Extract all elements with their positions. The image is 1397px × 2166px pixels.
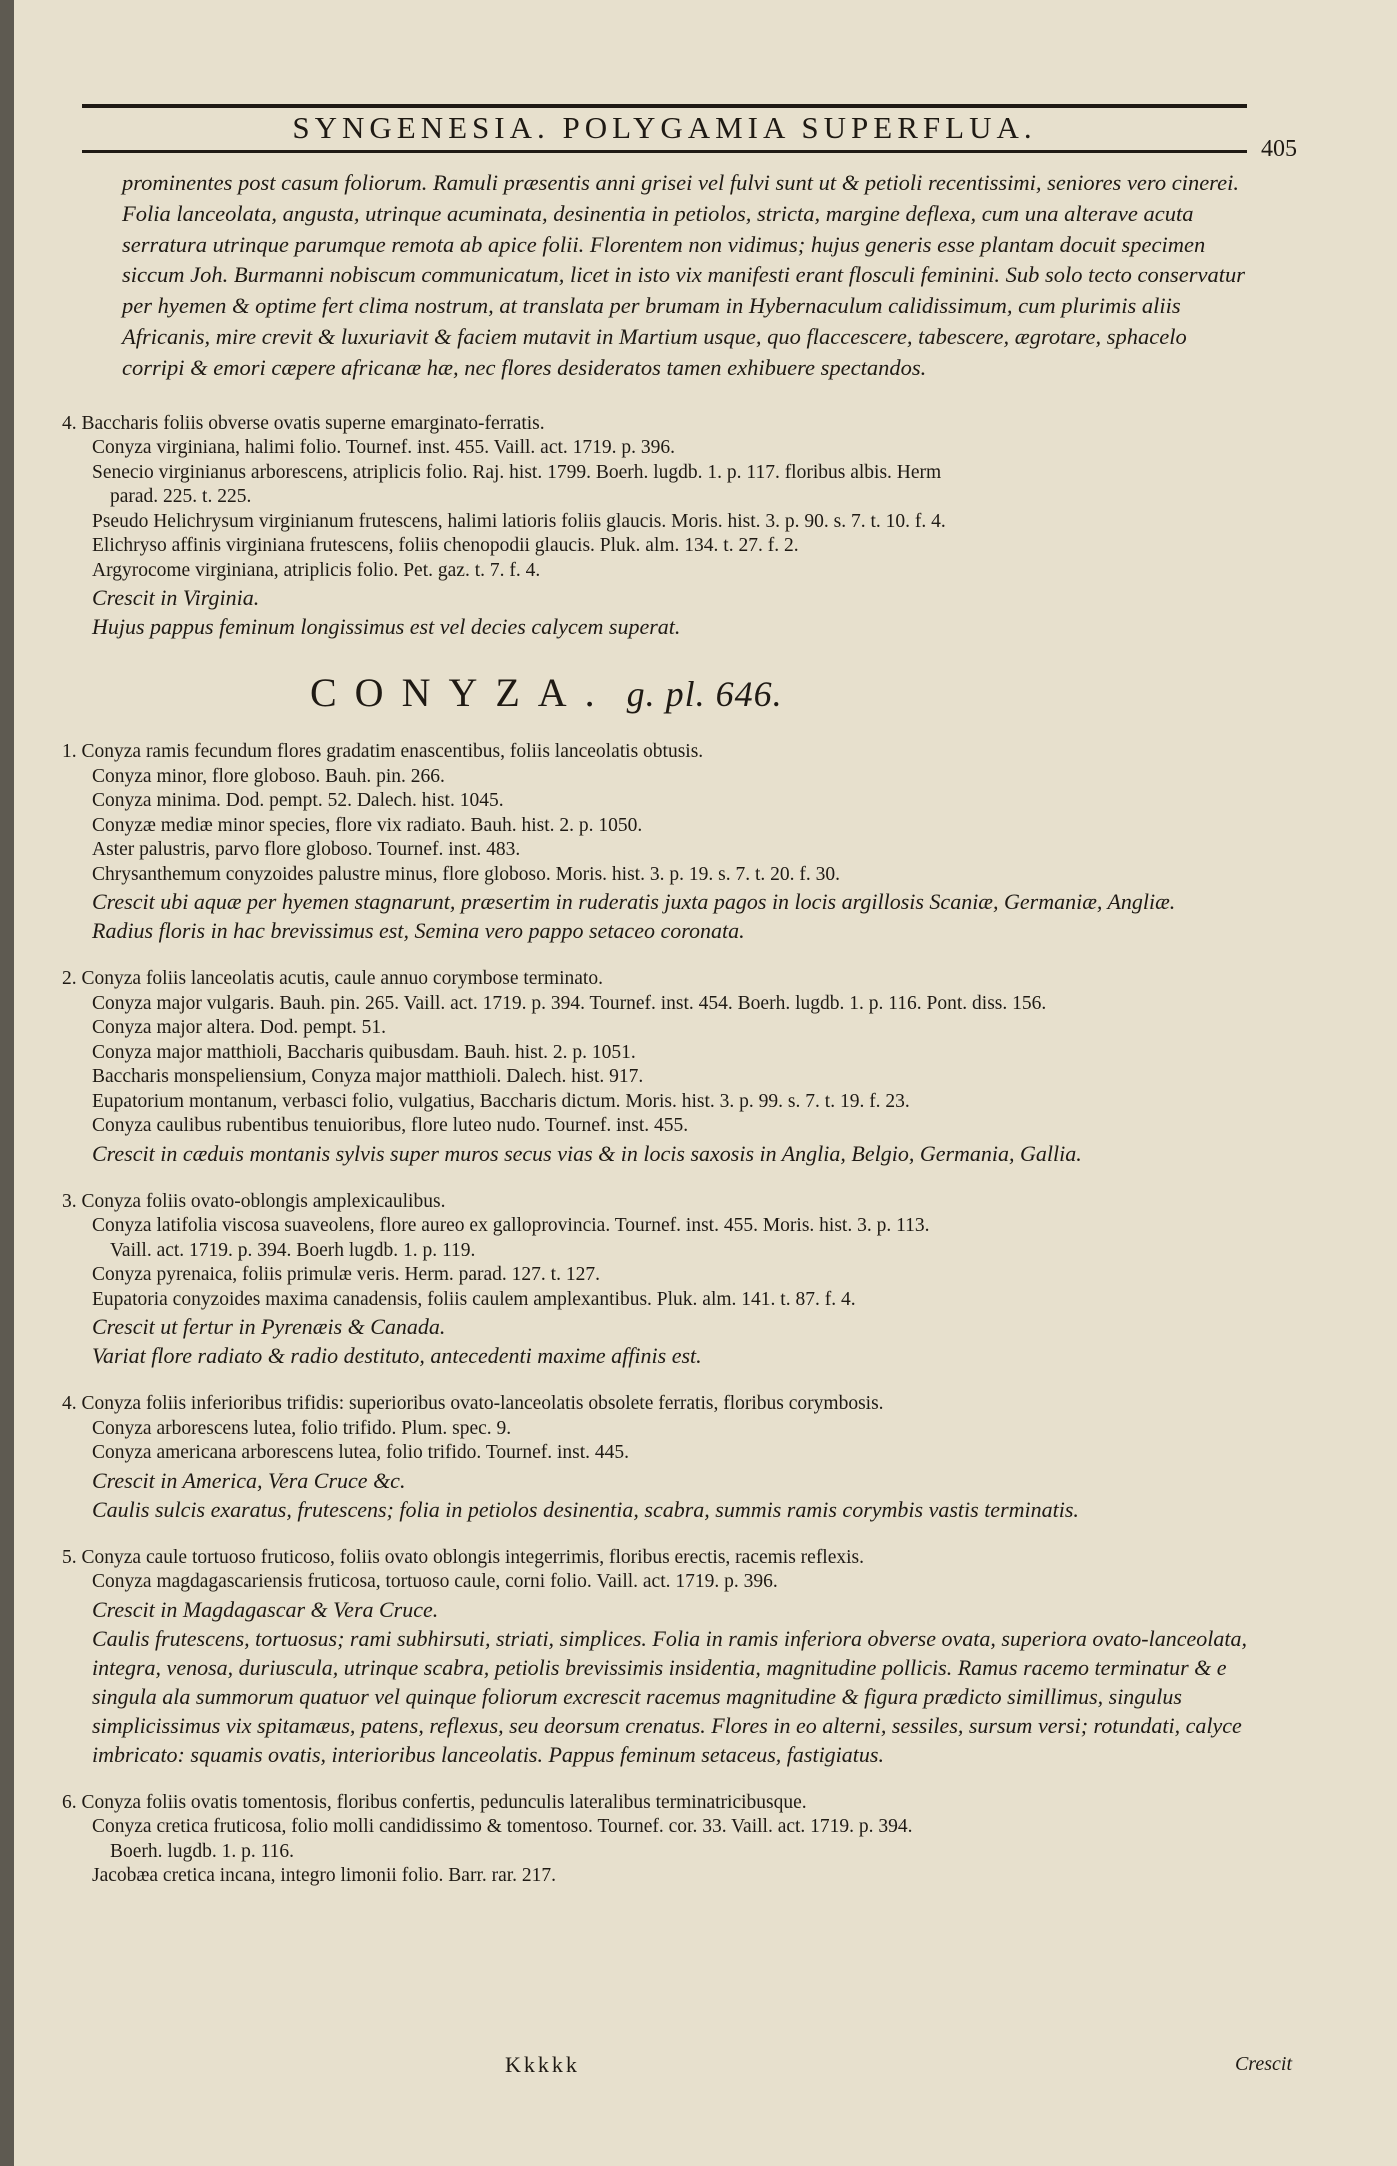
synonym-line: Conyza minor, flore globoso. Bauh. pin. 266. xyxy=(92,765,445,787)
conyza-entry-5 xyxy=(62,1546,1247,1769)
entry-heading: 3. Conyza foliis ovato-oblongis amplexicaulibus. xyxy=(62,1190,446,1212)
signature-mark: Kkkkk xyxy=(505,2052,580,2077)
synonym-line: Pseudo Helichrysum virginianum frutescens, halimi latioris foliis glaucis. Moris. hist. 3. p. 90. s. 7. t. 10. f. 4. xyxy=(92,510,946,532)
note-line: Variat flore radiato & radio destituto, antecedenti maxime affinis est. xyxy=(92,1343,702,1369)
synonym-line: Jacobæa cretica incana, integro limonii folio. Barr. rar. 217. xyxy=(92,1865,557,1887)
synonym-line: Conyza magdagascariensis fruticosa, tortuoso caule, corni folio. Vaill. act. 1719. p. 396. xyxy=(92,1571,778,1593)
synonym-line: Conyza arborescens lutea, folio trifido. Plum. spec. 9. xyxy=(92,1417,512,1439)
catchword: Crescit xyxy=(1234,2053,1292,2075)
synonym-line: Chrysanthemum conyzoides palustre minus, flore globoso. Moris. hist. 3. p. 19. s. 7. t. 20. f. 30. xyxy=(92,863,840,885)
synonym-line: Eupatorium montanum, verbasci folio, vulgatius, Baccharis dictum. Moris. hist. 3. p. 99. s. 7. t. 19. f. 23. xyxy=(92,1090,910,1112)
entry-heading: 2. Conyza foliis lanceolatis acutis, caule annuo corymbose terminato. xyxy=(62,968,603,990)
synonym-line: Conyza americana arborescens lutea, folio trifido. Tournef. inst. 445. xyxy=(92,1442,630,1464)
genus-name: CONYZA. xyxy=(310,670,613,716)
conyza-entry-2 xyxy=(62,967,1247,1168)
synonym-line: Argyrocome virginiana, atriplicis folio. Pet. gaz. t. 7. f. 4. xyxy=(92,559,541,581)
synonym-line: Conyza minima. Dod. pempt. 52. Dalech. hist. 1045. xyxy=(92,790,504,812)
synonym-line: Baccharis monspeliensium, Conyza major matthioli. Dalech. hist. 917. xyxy=(92,1066,644,1088)
synonym-line: Conyza latifolia viscosa suaveolens, flore aureo ex galloprovincia. Tournef. inst. 455. Moris. hist. 3. p. 113. xyxy=(92,1215,930,1237)
habitat-line: Crescit in Virginia. xyxy=(92,585,260,611)
entry-heading: 4. Baccharis foliis obverse ovatis superne emarginato-ferratis. xyxy=(62,412,545,434)
note-line: Hujus pappus feminum longissimus est vel decies calycem superat. xyxy=(92,614,681,640)
synonym-line: Conyza virginiana, halimi folio. Tournef. inst. 455. Vaill. act. 1719. p. 396. xyxy=(92,437,676,459)
synonym-line: Conyza caulibus rubentibus tenuioribus, flore luteo nudo. Tournef. inst. 455. xyxy=(92,1115,689,1137)
synonym-line: Conyza major matthioli, Baccharis quibusdam. Bauh. hist. 2. p. 1051. xyxy=(92,1041,636,1063)
synonym-line: Boerh. lugdb. 1. p. 116. xyxy=(110,1840,294,1862)
habitat-line: Crescit in cæduis montanis sylvis super muros secus vias & in locis saxosis in Anglia, Belgio, Germania, Gallia. xyxy=(92,1140,1082,1166)
synonym-line: Aster palustris, parvo flore globoso. Tournef. inst. 483. xyxy=(92,839,521,861)
entry-heading: 5. Conyza caule tortuoso fruticoso, foliis ovato oblongis integerrimis, floribus erectis, racemis reflexis. xyxy=(62,1546,865,1568)
running-header xyxy=(82,88,1297,168)
running-title: SYNGENESIA. POLYGAMIA SUPERFLUA. xyxy=(292,110,1037,145)
header-rule-top xyxy=(82,104,1247,108)
page-gutter-edge xyxy=(0,0,14,2166)
habitat-line: Crescit ut fertur in Pyrenæis & Canada. xyxy=(92,1314,446,1340)
genus-heading xyxy=(310,669,1247,716)
note-line: Caulis frutescens, tortuosus; rami subhirsuti, striati, simplices. Folia in ramis inferiora obverse ovata, superiora ovato-lanceolata, integra, venosa, duriuscula, utrinque scabra, petiolis brevissimis insidentia, magnitudine pollicis. Ramus racemo terminatur & e singula ala summorum quatuor vel quinque foliorum excrescit racemus magnitudine & figura prædicto simillimus, singulus simplicissimus vix spitamæus, patens, reflexus, seu deorsum crenatus. Flores in eo alterni, sessiles, sursum versi; rotundati, calyce imbricato: squamis ovatis, interioribus lanceolatis. Pappus feminum setaceus, fastigiatus. xyxy=(92,1625,1247,1767)
baccharis-entry xyxy=(62,412,1247,642)
entry-heading: 6. Conyza foliis ovatis tomentosis, floribus confertis, pedunculis lateralibus terminatricibusque. xyxy=(62,1791,807,1813)
habitat-line: Crescit ubi aquæ per hyemen stagnarunt, præsertim in ruderatis juxta pagos in locis argillosis Scaniæ, Germaniæ, Angliæ. xyxy=(92,889,1176,915)
synonym-line: Senecio virginianus arborescens, atriplicis folio. Raj. hist. 1799. Boerh. lugdb. 1. p. 117. floribus albis. Herm xyxy=(92,461,942,483)
habitat-line: Crescit in Magdagascar & Vera Cruce. xyxy=(92,1596,439,1622)
header-rule-bottom xyxy=(82,150,1247,153)
note-line: Radius floris in hac brevissimus est, Semina vero pappo setaceo coronata. xyxy=(92,918,745,944)
synonym-line: Conyza major altera. Dod. pempt. 51. xyxy=(92,1017,387,1039)
entry-heading: 1. Conyza ramis fecundum flores gradatim enascentibus, foliis lanceolatis obtusis. xyxy=(62,741,704,763)
conyza-entry-3 xyxy=(62,1190,1247,1371)
synonym-line: Vaill. act. 1719. p. 394. Boerh lugdb. 1. p. 119. xyxy=(110,1239,476,1261)
conyza-entry-4 xyxy=(62,1392,1247,1524)
genus-reference: g. pl. 646. xyxy=(626,674,783,715)
conyza-entry-1 xyxy=(62,740,1247,945)
entry-heading: 4. Conyza foliis inferioribus trifidis: superioribus ovato-lanceolatis obsolete ferratis, floribus corymbosis. xyxy=(62,1393,884,1415)
note-line: Caulis sulcis exaratus, frutescens; folia in petiolos desinentia, scabra, summis ramis corymbis vastis terminatis. xyxy=(92,1496,1079,1522)
synonym-line: Eupatoria conyzoides maxima canadensis, foliis caulem amplexantibus. Pluk. alm. 141. t. 87. f. 4. xyxy=(92,1288,856,1310)
synonym-line: Conyza pyrenaica, foliis primulæ veris. Herm. parad. 127. t. 127. xyxy=(92,1264,600,1286)
synonym-line: Conyza cretica fruticosa, folio molli candidissimo & tomentoso. Tournef. cor. 33. Vaill. act. 1719. p. 394. xyxy=(92,1816,913,1838)
synonym-line: Conyza major vulgaris. Bauh. pin. 265. Vaill. act. 1719. p. 394. Tournef. inst. 454. Boerh. lugdb. 1. p. 116. Pont. diss. 156. xyxy=(92,992,1047,1014)
synonym-line: parad. 225. t. 225. xyxy=(110,486,252,508)
synonym-line: Conyzæ mediæ minor species, flore vix radiato. Bauh. hist. 2. p. 1050. xyxy=(92,814,643,836)
synonym-line: Elichryso affinis virginiana frutescens, foliis chenopodii glaucis. Pluk. alm. 134. t. 27. f. 2. xyxy=(92,535,799,557)
page-number: 405 xyxy=(1261,136,1297,162)
habitat-line: Crescit in America, Vera Cruce &c. xyxy=(92,1467,406,1493)
continuation-paragraph: prominentes post casum foliorum. Ramuli præsentis anni grisei vel fulvi sunt ut & petioli recentissimi, seniores vero cinerei. Folia lanceolata, angusta, utrinque acuminata, desinentia in petiolos, stricta, margine deflexa, cum una alterave acuta serratura utrinque parumque remota ab apice folii. Florentem non vidimus; hujus generis esse plantam docuit specimen siccum Joh. Burmanni nobiscum communicatum, licet in isto vix manifesti erant flosculi feminini. Sub solo tecto conservatur per hyemen & optime fert clima nostrum, at translata per brumam in Hybernaculum calidissimum, cum plurimis aliis Africanis, mire crevit & luxuriavit & faciem mutavit in Martium usque, quo flaccescere, tabescere, ægrotare, sphacelo corripi & emori cæpere africanæ hæ, nec flores desideratos tamen exhibuere spectandos. xyxy=(122,170,1245,380)
conyza-entry-6 xyxy=(62,1791,1247,1889)
